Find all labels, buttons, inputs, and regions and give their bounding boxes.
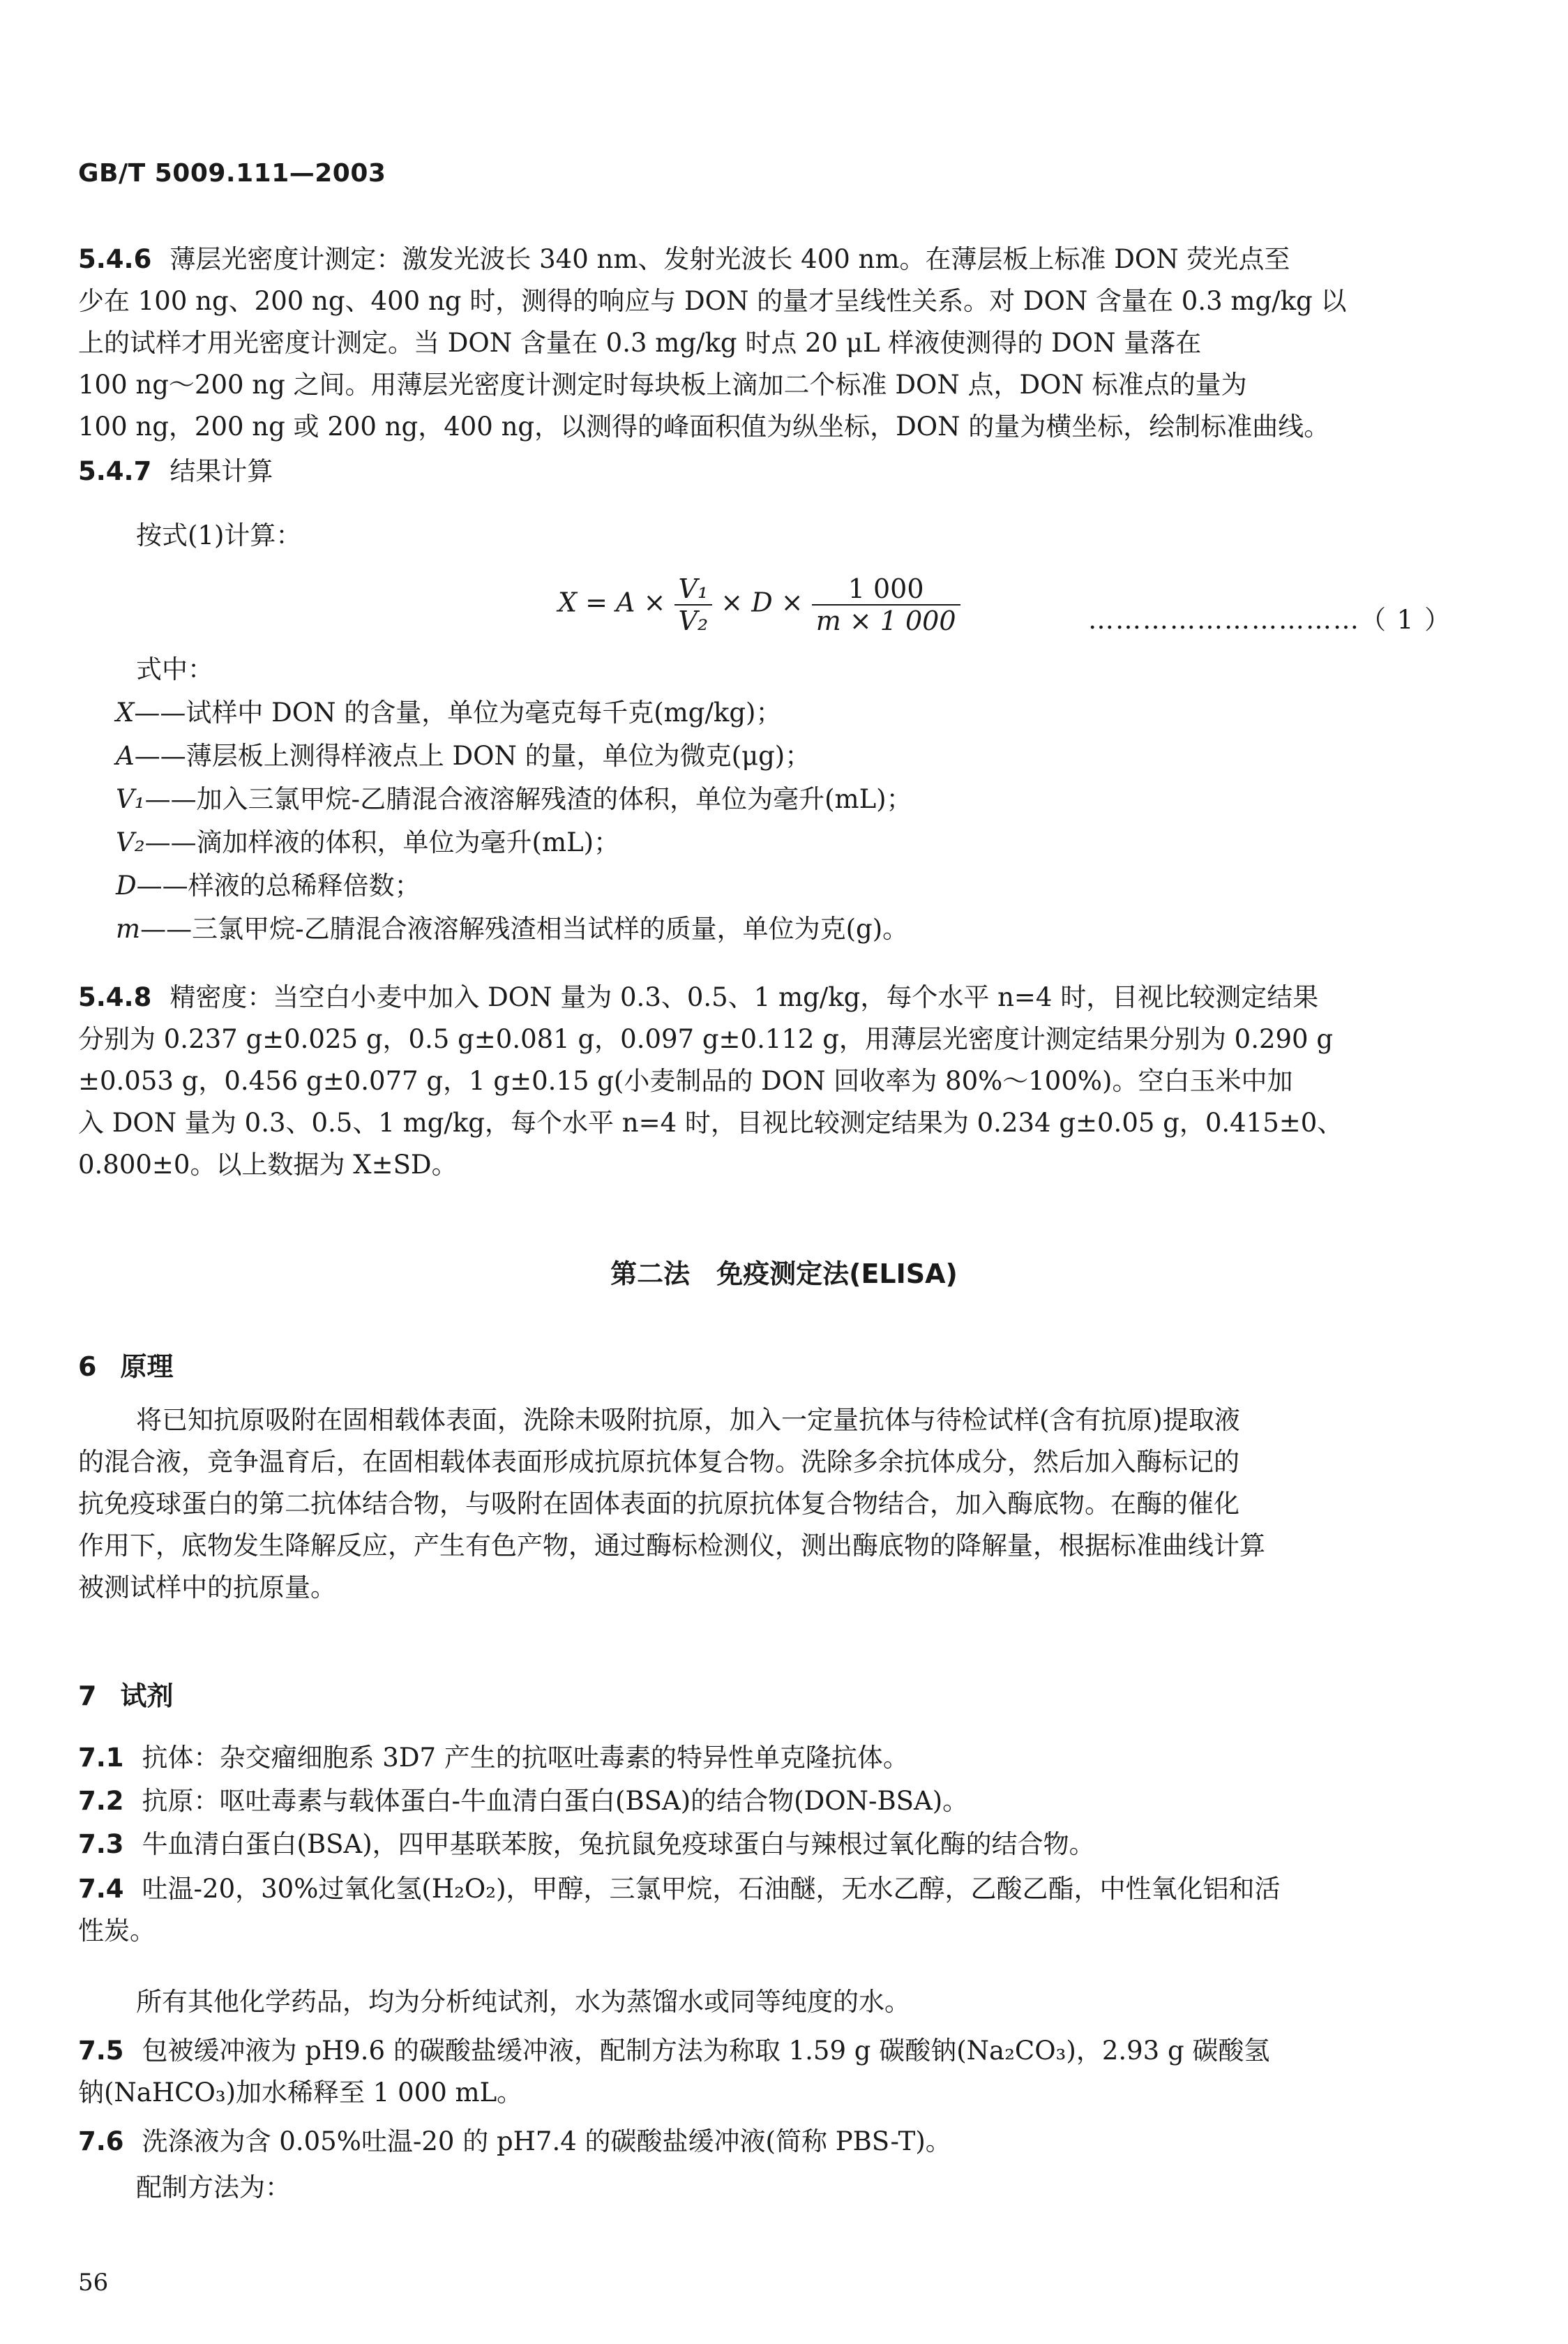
clause-number: 5.4.6 [78, 244, 152, 274]
para-546-line-4: 100 ng～200 ng 之间。用薄层光密度计测定时每块板上滴加二个标准 DON 点，DON 标准点的量为 [78, 370, 1247, 400]
para-546-line-1: 5.4.6 薄层光密度计测定：激发光波长 340 nm、发射光波长 400 nm。在薄层板上标准 DON 荧光点至 [78, 244, 1290, 274]
definition-m: m——三氯甲烷-乙腈混合液溶解残渣相当试样的质量，单位为克(g)。 [116, 914, 909, 944]
where-label: 式中： [136, 654, 213, 684]
clause-number: 5.4.7 [78, 456, 152, 486]
para-548-line-3: ±0.053 g，0.456 g±0.077 g，1 g±0.15 g(小麦制品的 DON 回收率为 80%～100%)。空白玉米中加 [78, 1066, 1293, 1096]
page-number: 56 [78, 2269, 109, 2297]
fraction-v1-v2: $\frac{\text{V₁}}{\text{V₂}}$ [674, 573, 713, 636]
prep-method-label: 配制方法为： [136, 2172, 291, 2202]
para-546-line-5: 100 ng，200 ng 或 200 ng，400 ng，以测得的峰面积值为纵坐标，DON 的量为横坐标，绘制标准曲线。 [78, 412, 1330, 442]
item-7-4-line-1: 7.4 吐温-20，30%过氧化氢(H₂O₂)，甲醇，三氯甲烷，石油醚，无水乙醇，乙酸乙酯，中性氧化铝和活 [78, 1874, 1281, 1904]
para-546-line-2: 少在 100 ng、200 ng、400 ng 时，测得的响应与 DON 的量才呈线性关系。对 DON 含量在 0.3 mg/kg 以 [78, 286, 1347, 316]
method-2-title: 第二法 免疫测定法(ELISA) [610, 1259, 958, 1289]
item-7-1: 7.1 抗体：杂交瘤细胞系 3D7 产生的抗呕吐毒素的特异性单克隆抗体。 [78, 1743, 909, 1773]
definition-v2: V₂——滴加样液的体积，单位为毫升(mL)； [116, 827, 620, 857]
para-6-line-2: 的混合液，竞争温育后，在固相载体表面形成抗原抗体复合物。洗除多余抗体成分，然后加入酶标记的 [78, 1447, 1239, 1477]
definition-a: A——薄层板上测得样液点上 DON 的量，单位为微克(μg)； [116, 741, 811, 771]
definition-v1: V₁——加入三氯甲烷-乙腈混合液溶解残渣的体积，单位为毫升(mL)； [116, 784, 912, 814]
section-7-heading: 7 试剂 [78, 1681, 174, 1711]
para-6-line-4: 作用下，底物发生降解反应，产生有色产物，通过酶标检测仪，测出酶底物的降解量，根据标准曲线计算 [78, 1531, 1265, 1561]
para-6-line-1: 将已知抗原吸附在固相载体表面，洗除未吸附抗原，加入一定量抗体与待检试样(含有抗原)提取液 [136, 1405, 1240, 1435]
reagent-note: 所有其他化学药品，均为分析纯试剂，水为蒸馏水或同等纯度的水。 [136, 1987, 910, 2017]
section-6-heading: 6 原理 [78, 1351, 174, 1382]
para-546-line-3: 上的试样才用光密度计测定。当 DON 含量在 0.3 mg/kg 时点 20 μL 样液使测得的 DON 量落在 [78, 328, 1202, 358]
para-6-line-3: 抗免疫球蛋白的第二抗体结合物，与吸附在固体表面的抗原抗体复合物结合，加入酶底物。在酶的催化 [78, 1489, 1239, 1519]
para-6-line-5: 被测试样中的抗原量。 [78, 1572, 336, 1602]
item-7-2: 7.2 抗原：呕吐毒素与载体蛋白-牛血清白蛋白(BSA)的结合物(DON-BSA)。 [78, 1786, 969, 1816]
para-548-line-4: 入 DON 量为 0.3、0.5、1 mg/kg，每个水平 n=4 时，目视比较测定结果为 0.234 g±0.05 g，0.415±0、 [78, 1108, 1343, 1138]
para-548-line-5: 0.800±0。以上数据为 X±SD。 [78, 1150, 458, 1180]
formula-intro: 按式(1)计算： [136, 520, 302, 550]
item-7-5-line-2: 钠(NaHCO₃)加水稀释至 1 000 mL。 [78, 2078, 523, 2108]
clause-title: 结果计算 [169, 456, 273, 486]
standard-number: GB/T 5009.111—2003 [78, 159, 386, 188]
fraction-1000: $\frac{1 000}{m \times 1 000}$ [812, 573, 960, 636]
item-7-3: 7.3 牛血清白蛋白(BSA)，四甲基联苯胺，兔抗鼠免疫球蛋白与辣根过氧化酶的结合物。 [78, 1829, 1095, 1859]
clause-547-heading [78, 456, 273, 487]
definition-x: X——试样中 DON 的含量，单位为毫克每千克(mg/kg)； [116, 698, 782, 728]
clause-number: 5.4.8 [78, 982, 152, 1012]
item-7-5-line-1: 7.5 包被缓冲液为 pH9.6 的碳酸盐缓冲液，配制方法为称取 1.59 g 碳酸钠(Na₂CO₃)，2.93 g 碳酸氢 [78, 2036, 1270, 2066]
para-548-line-2: 分别为 0.237 g±0.025 g，0.5 g±0.081 g，0.097 g±0.112 g，用薄层光密度计测定结果分别为 0.290 g [78, 1024, 1334, 1054]
equation-number: …………………………（ 1 ） [1088, 605, 1452, 635]
para-548-line-1: 5.4.8 精密度：当空白小麦中加入 DON 量为 0.3、0.5、1 mg/kg，每个水平 n=4 时，目视比较测定结果 [78, 982, 1319, 1012]
item-7-4-line-2: 性炭。 [78, 1916, 156, 1946]
definition-d: D——样液的总稀释倍数； [116, 871, 421, 901]
item-7-6: 7.6 洗涤液为含 0.05%吐温-20 的 pH7.4 的碳酸盐缓冲液(简称 PBS-T)。 [78, 2126, 951, 2156]
formula-1: X = A × $\frac{\text{V₁}}{\text{V₂}}$ × D × $\frac{1 000}{m \times 1 000}$ [558, 573, 960, 657]
